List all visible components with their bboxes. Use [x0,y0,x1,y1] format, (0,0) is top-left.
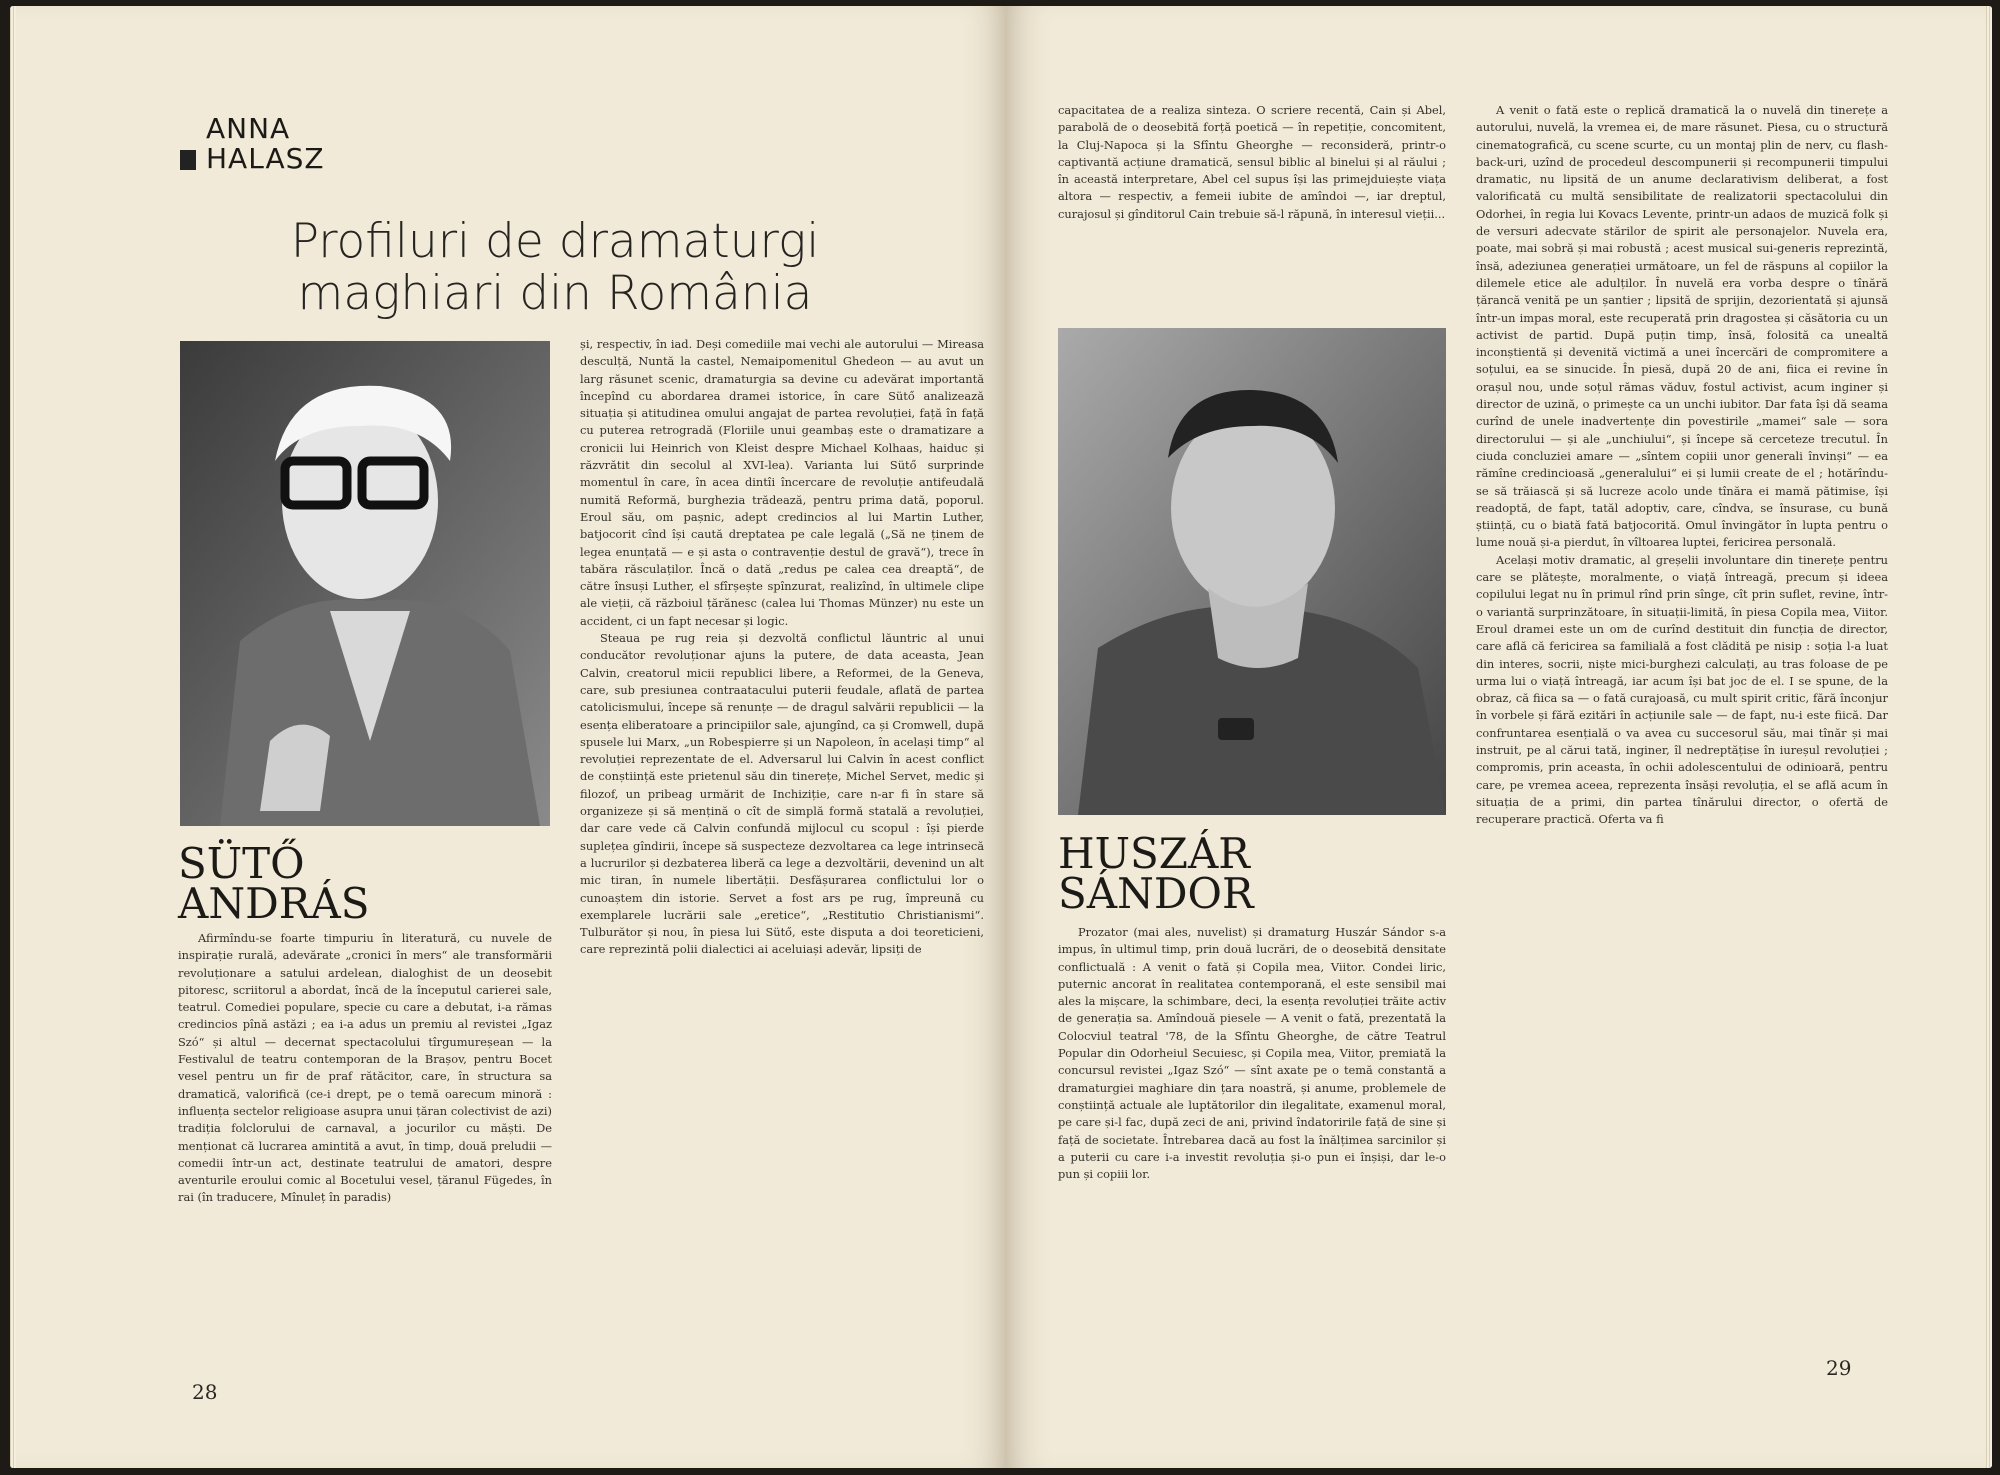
text-paragraph: Același motiv dramatic, al greșelii involuntare din tinerețe pentru care se plătește, moralmente, o viață întreagă, precum și ideea copilului legat nu în primul rînd prin sînge, cît prin suflet, revine, într-o variantă surprinzătoare, în situații-limită, în piesa Copila mea, Viitor. Eroul dramei este un om de curînd destituit din funcția de director, care află că fericirea sa familială a fost clădită pe nisip : soția l-a luat din interes, socrii, niște mici-burghezi calculați, au tras foloase de pe urma lui o viață întreagă, iar acum își bat joc de el. I se spune, de la obraz, că fiica sa — o fată curajoasă, cu mult spirit critic, fără înconjur în vorbele și fără ezitări în acțiunile sale — de fapt, nu-i este fiică. Dar confruntarea esențială o va avea cu succesorul său, mai tînăr și mai instruit, pe al cărui tată, inginer, îl nedreptățise în iureșul revoluției ; compromis, prin aceasta, în ochii adolescentului de odinioară, pentru care, pe vremea aceea, reprezenta însăși revoluția, el se află acum în situația de a primi, din partea tînărului director, o ofertă de recuperare practică. Oferta va fi [1476,552,1888,827]
portrait-photo-suto-andras [180,341,550,826]
section-name-huszar-sandor: HUSZÁR SÁNDOR [1058,829,1254,918]
left-column-1 [178,930,552,1207]
text-paragraph: Prozator (mai ales, nuvelist) și dramaturg Huszár Sándor s-a impus, în ultimul timp, prin două lucrări, de o deosebită densitate conflictuală : A venit o fată și Copila mea, Viitor. Condei liric, puternic ancorat în realitatea contemporană, el este sensibil mai ales la mișcare, la schimbare, deci, la esența revoluției trăite activ de generația sa. Amîndouă piesele — A venit o fată, prezentată la Colocviul teatral '78, de la Sfîntu Gheorghe, de către Teatrul Popular din Odorheiul Secuiesc, și Copila mea, Viitor, premiată la concursul revistei „Igaz Szó“ — sînt axate pe o temă constantă a dramaturgiei maghiare din țara noastră, și anume, problemele de conștiință actuale ale luptătorilor din ilegalitate, examenul moral, pe care și-l fac, după zeci de ani, privind îndatoririle față de sine și față de societate. Întrebarea dacă au fost la înălțimea sarcinilor și a puterii cu care i-a investit revoluția și-o pun ei înșiși, dar le-o pun și copiii lor. [1058,925,1446,1182]
left-page [10,6,1006,1468]
portrait-photo-huszar-sandor [1058,328,1446,815]
text-paragraph: și, respectiv, în iad. Deși comediile mai vechi ale autorului — Mireasa desculță, Nuntă la castel, Nemaipomenitul Ghedeon — au avut un larg răsunet scenic, dramaturgia sa devine cu adevărat importantă începînd cu abordarea dramei istorice, în care Sütő analizează situația și atitudinea omului angajat de partea revoluției, față în față cu puterea retrogradă (Floriile unui geambaș este o dramatizare a cronicii lui Heinrich von Kleist despre Michael Kolhaas, haiduc și răzvrătit din secolul al XVI-lea). Varianta lui Sütő surprinde momentul în care, în acea dintîi încercare de revoluție antifeudală numită Reformă, burghezia trădează, pentru prima dată, poporul. Eroul său, om pașnic, adept credincios al lui Martin Luther, batjocorit cînd își caută dreptatea pe cale legală („Să ne ținem de legea enunțată — e și asta o contravenție destul de gravă“), trece în tabăra răsculaților. Încă o dată „redus pe calea cea dreaptă“, de către însuși Luther, el sfîrșește spînzurat, realizînd, în ultimele clipe ale vieții, că războiul țărănesc (calea lui Thomas Münzer) nu este un accident, ci un fapt necesar și logic. [580,337,984,628]
right-column-1-bottom [1058,924,1446,1183]
article-title: Profiluri de dramaturgi maghiari din România [290,214,820,321]
left-column-2 [580,336,984,959]
page-number-right: 29 [1826,1356,1852,1380]
portrait-photo-huszar-sandor-drawing [1058,328,1446,815]
text-paragraph: Afirmîndu-se foarte timpuriu în literatură, cu nuvele de inspirație rurală, adevărate „cronici în mers“ ale transformării revoluționare a satului ardelean, dialoghist de un deosebit pitoresc, scriitorul a abordat, încă de la începutul carierei sale, teatrul. Comediei populare, specie cu care a debutat, i-a rămas credincios pînă astăzi ; ea i-a adus un premiu al revistei „Igaz Szó“ și altul — decernat spectacolului tîrgumureșean — la Festivalul de teatru contemporan de la Brașov, pentru Bocet vesel pentru un fir de praf rătăcitor, care, în structura sa dramatică, valorifică (ce-i drept, pe o temă oarecum minoră : influența sectelor religioase asupra unui țăran colectivist de azi) tradiția folclorului de carnaval, a jocurilor cu măști. De menționat că lucrarea amintită a avut, în timp, două preludii — comedii într-un act, destinate teatrului de amatori, despre aventurile eroului comic al Bocetului vesel, țăranul Fügedes, în rai (în traducere, Mînuleț în paradis) [178,931,552,1205]
portrait-photo-suto-andras-drawing [180,341,550,826]
page-edge-left [10,6,16,1468]
author-label [180,114,326,174]
right-column-1-top [1058,102,1446,223]
page-number-left: 28 [192,1380,218,1404]
text-paragraph: Steaua pe rug reia și dezvoltă conflictul lăuntric al unui conducător revoluționar ajuns la putere, de data aceasta, Jean Calvin, creatorul micii republici libere, a Reformei, de la Geneva, care, sub presiunea contraatacului puterii feudale, aflată de partea catolicismului, începe să renunțe — de dragul salvării republicii — la esența eliberatoare a principiilor sale, ajungînd, ca și Cromwell, după spusele lui Marx, „un Robespierre și un Napoleon, în același timp“ al revoluției reprezentate de el. Adversarul lui Calvin în acest conflict de conștiință este prietenul său din tinerețe, Michel Servet, medic și filozof, un pribeag urmărit de Inchiziție, care n-ar fi în stare să organizeze și să mențină o cît de simplă formă statală a revoluției, dar care vede că Calvin confundă mijlocul cu scopul : își pierde suplețea gîndirii, începe să suspecteze dezvoltarea ca lege intrinsecă a lucrurilor și dezbaterea liberă ca lege a dezvoltării, devenind un alt mic tiran, în numele libertății. Desfășurarea conflictului lor o cunoaștem din istorie. Servet a fost ars pe rug, împreună cu exemplarele lucrării sale „eretice“, „Restitutio Christianismi“. Tulburător și nou, în piesa lui Sütő, este disputa a doi teoreticieni, care reprezintă polii dialectici ai aceluiași adevăr, lipsiți de [580,631,984,957]
text-paragraph: A venit o fată este o replică dramatică la o nuvelă din tinerețe a autorului, nuvelă, la vremea ei, de mare răsunet. Piesa, cu o structură cinematografică, cu scene scurte, cu un montaj plin de nerv, cu flash-back-uri, uzînd de procedeul descompunerii și recompunerii timpului dramatic, nu lipsită de un anume declarativism deliberat, a fost valorificată cu multă sensibilitate de realizatorii spectacolului din Odorhei, în regia lui Kovacs Levente, printr-un adaos de muzică folk și de versuri adecvate stărilor de spirit ale personajelor. Nuvela era, poate, mai sobră și mai robustă ; acest musical sui-generis reprezintă, însă, adeziunea generației următoare, un fel de răspuns al copiilor la dilemele etice ale adulților. În nuvelă era vorba despre o tînără țărancă venită pe un șantier ; lipsită de sprijin, dezorientată și ajunsă într-un impas moral, este recuperată prin dragostea și căsătoria cu un activist de partid. După puțin timp, însă, folosită ca unealtă inconștientă și devenită victimă a unei încercări de compromitere a soțului, ea se sinucide. În piesă, după 20 de ani, fiica ei revine în orașul nou, unde soțul rămas văduv, fostul activist, acum inginer și director de uzină, o primește ca un unchi iubitor. Dar fata își dă seama curînd de unele inadvertențe din povestirile „mamei“ sale — sora directorului — și ale „unchiului“, și începe să cerceteze trecutul. În ciuda concluziei amare — „sîntem copiii unor generali învinși“ — ea rămîne credincioasă „generalului“ ei și lumii create de el ; hotărîndu-se să trăiască și să lucreze acolo unde tînăra ei mamă pătimise, își readoptă, de fapt, tatăl adoptiv, care, cîndva, se însurase, cu bună știință, cu o biată fată batjocorită. Omul învingător în lupta pentru o lume nouă și-a pierdut, în vîltoarea luptei, fericirea personală. [1476,103,1888,550]
right-column-2 [1476,102,1888,828]
bullet-square-icon [180,150,196,170]
section-name-suto-andras: SÜTŐ ANDRÁS [178,839,370,928]
author-label-text: ANNA HALASZ [206,112,325,175]
right-page [1006,6,1992,1468]
text-paragraph: capacitatea de a realiza sinteza. O scriere recentă, Cain și Abel, parabolă de o deosebită forță poetică — în repetiție, concomitent, la Cluj-Napoca și la Sfîntu Gheorghe — reconsideră, printr-o captivantă acțiune dramatică, sensul biblic al binelui și al răului ; în această interpretare, Abel cel supus își las primejduiește viața altora — respectiv, a femeii iubite de amîndoi —, iar dreptul, curajosul și gînditorul Cain trebuie să-l răpună, în interesul vieții... [1058,103,1446,221]
page-edge-right [1986,6,1992,1468]
